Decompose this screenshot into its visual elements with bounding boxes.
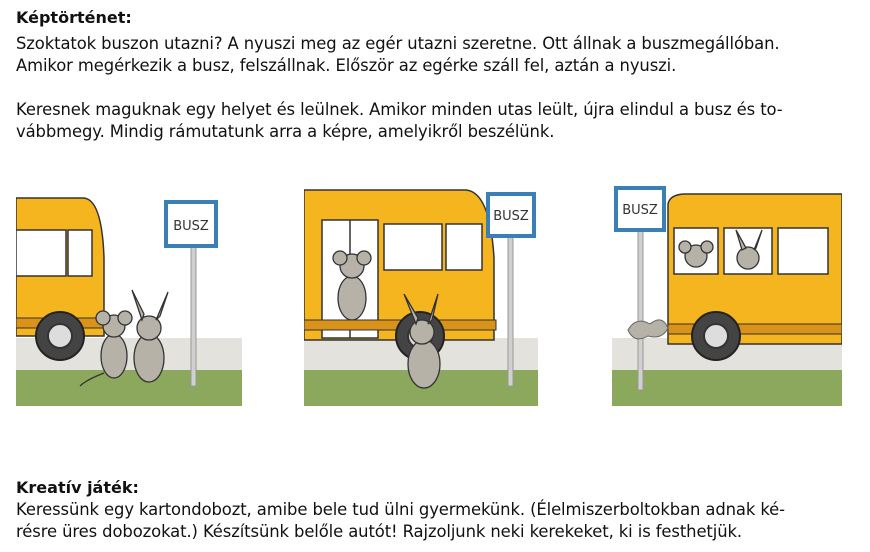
bus-stop-sign-label: BUSZ xyxy=(622,203,658,218)
story-heading: Képtörténet: xyxy=(16,8,132,27)
story-text xyxy=(16,33,846,143)
story-line: Szoktatok buszon utazni? A nyuszi meg az egér utazni szeretne. Ott állnak a buszmegállóban. xyxy=(16,34,780,53)
story-line xyxy=(16,77,846,99)
illustration-panel-2 xyxy=(304,168,538,410)
illustration-panel-1 xyxy=(16,168,242,410)
bus-stop-sign-label: BUSZ xyxy=(493,209,529,224)
creative-heading: Kreatív játék: xyxy=(16,478,139,497)
story-line: vábbmegy. Mindig rámutatunk arra a képre, amelyikről beszélünk. xyxy=(16,122,555,141)
creative-line: résre üres dobozokat.) Készítsünk belőle autót! Rajzoljunk neki kerekeket, ki is festhetjük. xyxy=(16,522,743,541)
story-line: Amikor megérkezik a busz, felszállnak. Először az egérke száll fel, aztán a nyuszi. xyxy=(16,56,677,75)
story-line: Keresnek maguknak egy helyet és leülnek. Amikor minden utas leült, újra elindul a busz és to- xyxy=(16,100,783,119)
bus-stop-sign-label: BUSZ xyxy=(173,219,209,234)
creative-line: Keressünk egy kartondobozt, amibe bele tud ülni gyermekünk. (Élelmiszerboltokban adnak ké- xyxy=(16,500,785,519)
bus-departing-illustration xyxy=(612,168,842,410)
creative-text xyxy=(16,499,846,543)
bus-arriving-illustration xyxy=(16,168,242,410)
illustration-panel-3 xyxy=(612,168,842,410)
boarding-illustration xyxy=(304,168,538,410)
